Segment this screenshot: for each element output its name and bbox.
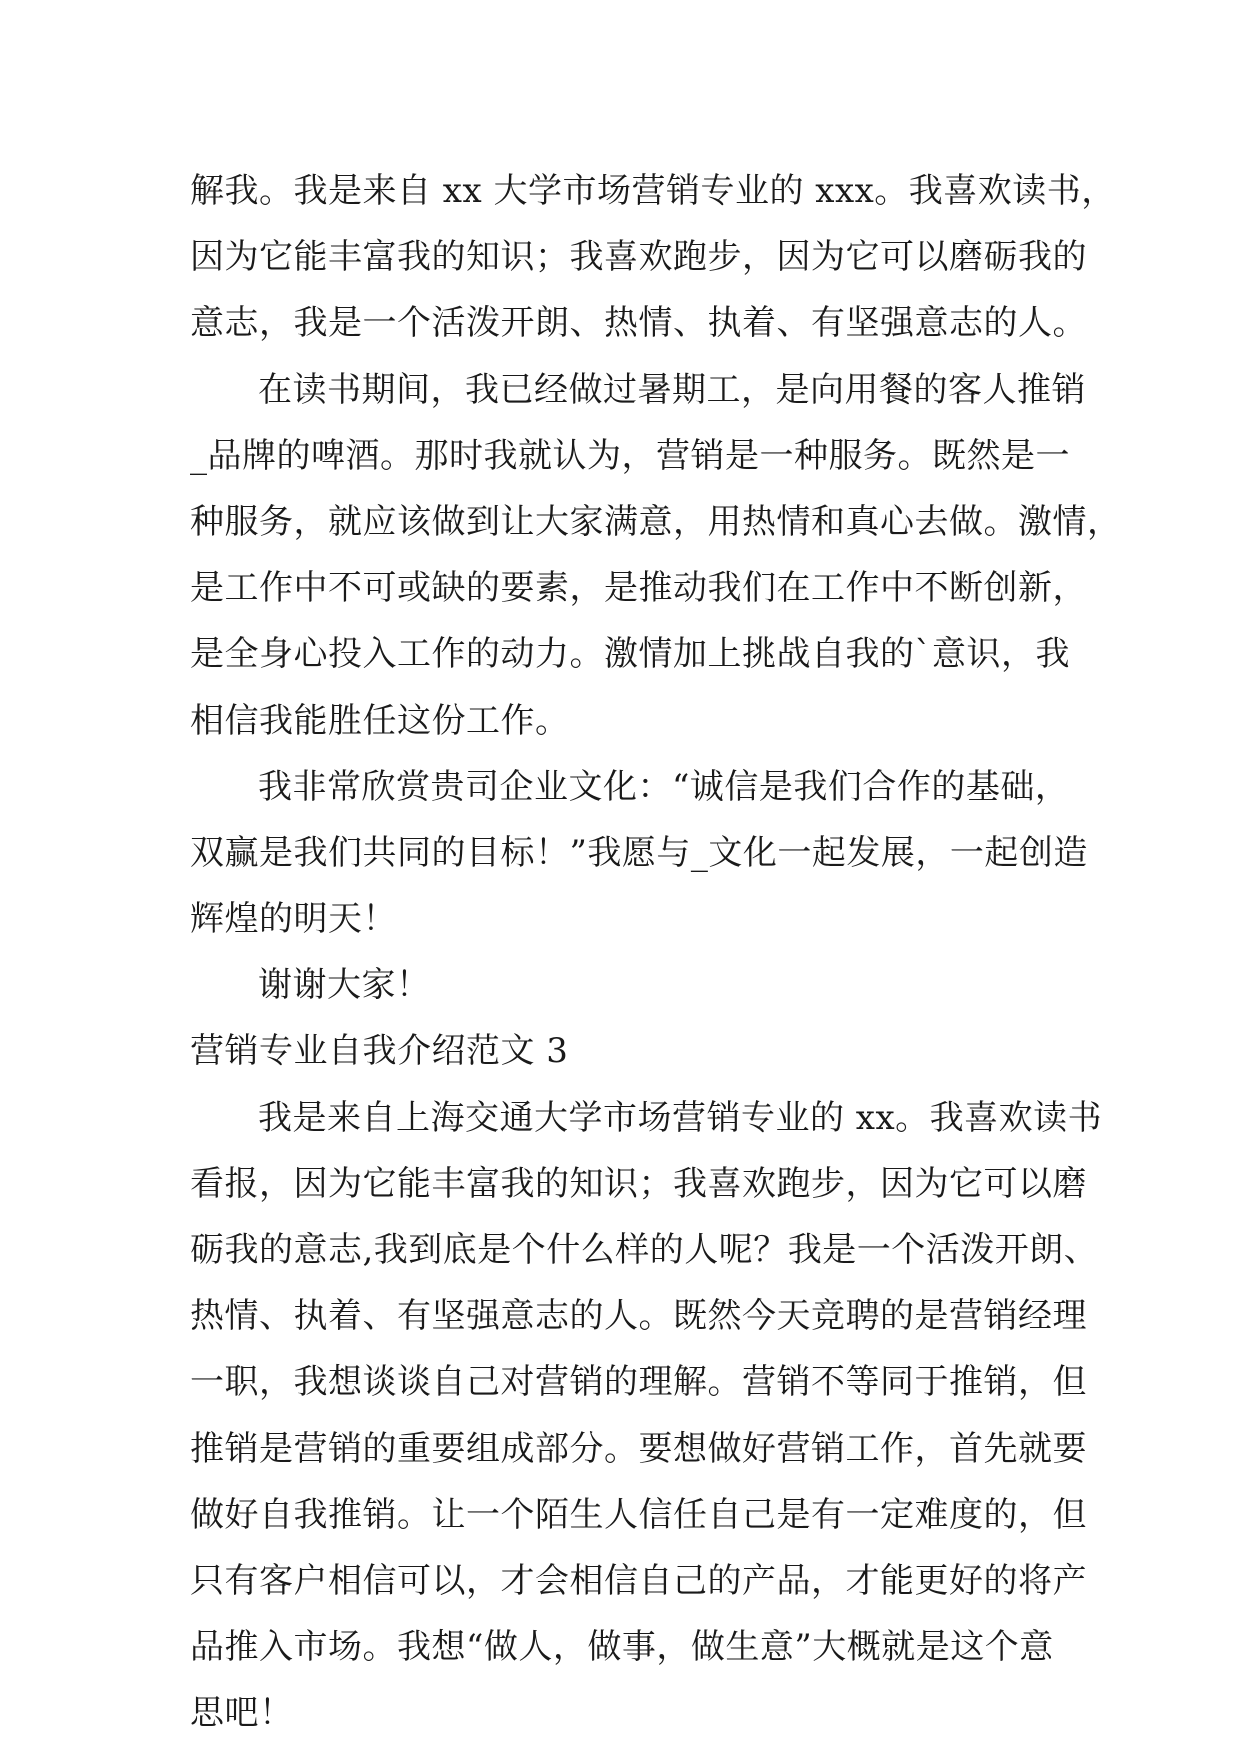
text-line: 砺我的意志,我到底是个什么样的人呢？我是一个活泼开朗、: [190, 1230, 1099, 1270]
text-line: 解我。我是来自 xx 大学市场营销专业的 xxx。我喜欢读书，: [190, 171, 1116, 211]
text-line: 我非常欣赏贵司企业文化：“诚信是我们合作的基础，: [258, 766, 1070, 807]
text-line: 双赢是我们共同的目标！”我愿与_文化一起发展，一起创造: [190, 832, 1088, 873]
text-line: 相信我能胜任这份工作。: [190, 700, 570, 741]
text-line: 品推入市场。我想“做人，做事，做生意”大概就是这个意: [190, 1627, 1054, 1668]
text-line: 思吧！: [190, 1693, 294, 1734]
text-line: 在读书期间，我已经做过暑期工，是向用餐的客人推销: [258, 369, 1086, 410]
text-line: 意志，我是一个活泼开朗、热情、执着、有坚强意志的人。: [190, 303, 1087, 344]
text-line: 是工作中不可或缺的要素，是推动我们在工作中不断创新，: [190, 568, 1087, 609]
text-line: 看报，因为它能丰富我的知识；我喜欢跑步，因为它可以磨: [190, 1163, 1087, 1204]
text-line: 只有客户相信可以，才会相信自己的产品，才能更好的将产: [190, 1560, 1087, 1601]
text-line: 热情、执着、有坚强意志的人。既然今天竞聘的是营销经理: [190, 1296, 1087, 1337]
document-body: [190, 158, 1122, 1747]
section-heading: 营销专业自我介绍范文 3: [190, 1031, 569, 1072]
text-line: 因为它能丰富我的知识；我喜欢跑步，因为它可以磨砺我的: [190, 237, 1087, 278]
text-line: 我是来自上海交通大学市场营销专业的 xx。我喜欢读书: [258, 1097, 1103, 1138]
text-line: 谢谢大家！: [258, 965, 431, 1006]
text-line: 辉煌的明天！: [190, 899, 397, 940]
text-line: 一职，我想谈谈自己对营销的理解。营销不等同于推销，但: [190, 1362, 1087, 1403]
text-line: 是全身心投入工作的动力。激情加上挑战自我的`意识，我: [190, 634, 1070, 675]
text-line: _品牌的啤酒。那时我就认为，营销是一种服务。既然是一: [190, 435, 1070, 476]
text-line: 种服务，就应该做到让大家满意，用热情和真心去做。激情，: [190, 501, 1122, 542]
text-line: 做好自我推销。让一个陌生人信任自己是有一定难度的，但: [190, 1494, 1087, 1535]
text-line: 推销是营销的重要组成部分。要想做好营销工作，首先就要: [190, 1428, 1087, 1469]
